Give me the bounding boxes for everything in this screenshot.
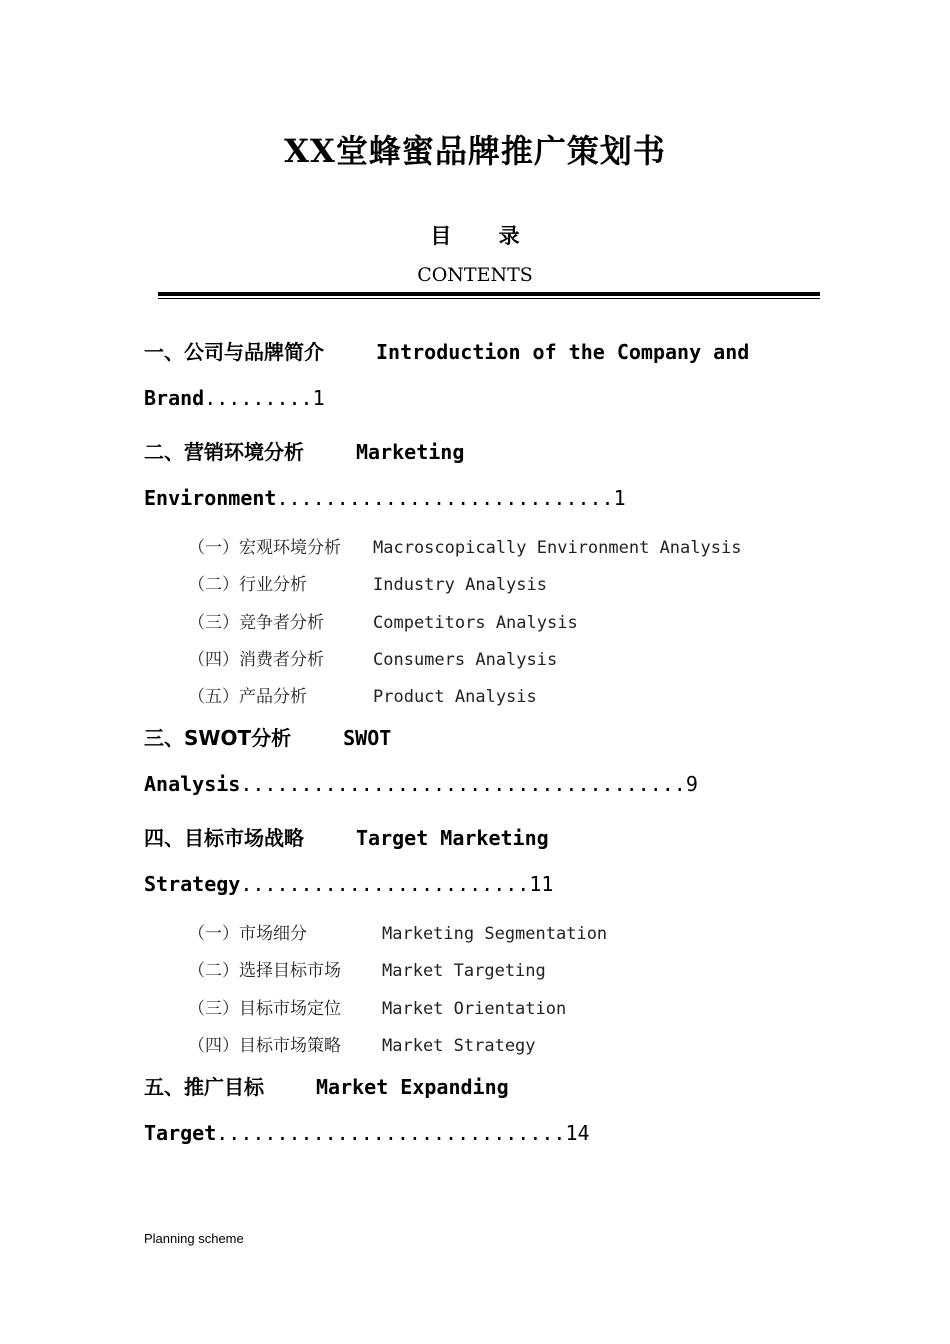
toc-leader: .........: [204, 386, 313, 410]
toc-subentry-english: Product Analysis: [373, 687, 537, 707]
toc-leader: ........................: [240, 872, 530, 896]
toc-subentry-chinese: （一）市场细分: [188, 924, 307, 944]
page-footer: Planning scheme: [144, 1231, 244, 1246]
toc-entry-chinese: 二、营销环境分析: [144, 440, 304, 464]
toc-subentry[interactable]: [188, 570, 547, 595]
toc-entry-chinese: 四、目标市场战略: [144, 826, 304, 850]
toc-subentry[interactable]: [188, 533, 741, 558]
toc-subentry-chinese: （四）消费者分析: [188, 650, 324, 670]
toc-subentry-chinese: （五）产品分析: [188, 687, 307, 707]
toc-subentry[interactable]: [188, 1031, 536, 1056]
toc-entry-english: Market Expanding: [316, 1075, 509, 1099]
toc-entry-chinese: 一、公司与品牌简介: [144, 340, 324, 364]
toc-entry-word: Brand: [144, 386, 205, 410]
toc-subentry-english: Competitors Analysis: [373, 613, 578, 633]
toc-leader: ............................: [276, 486, 614, 510]
toc-subentry-chinese: （二）选择目标市场: [188, 961, 341, 981]
toc-subentry[interactable]: [188, 956, 546, 981]
toc-subentry-english: Market Targeting: [382, 961, 546, 981]
toc-entry-continuation[interactable]: [144, 386, 325, 410]
toc-entry-english: Marketing: [356, 440, 465, 464]
toc-leader: .............................: [216, 1121, 566, 1145]
toc-entry-swot[interactable]: [144, 722, 391, 751]
toc-entry-word: Environment: [144, 486, 277, 510]
toc-entry-continuation[interactable]: [144, 486, 626, 510]
toc-subentry[interactable]: [188, 919, 607, 944]
toc-subentry-chinese: （三）目标市场定位: [188, 999, 341, 1019]
toc-entry-chinese: 三、SWOT分析: [144, 726, 292, 750]
heading-divider-thick: [158, 292, 820, 296]
toc-entry-english: Target Marketing: [356, 826, 549, 850]
toc-page-number: 1: [613, 486, 626, 510]
heading-divider-thin: [158, 298, 820, 299]
toc-subentry-chinese: （四）目标市场策略: [188, 1036, 341, 1056]
toc-subentry-english: Consumers Analysis: [373, 650, 558, 670]
toc-entry-english: SWOT: [343, 726, 392, 750]
toc-subentry[interactable]: [188, 645, 557, 670]
toc-entry-target-marketing[interactable]: [144, 822, 549, 851]
toc-entry-chinese: 五、推广目标: [144, 1075, 264, 1099]
toc-entry-english: Introduction of the Company and: [376, 340, 750, 364]
toc-subentry-english: Macroscopically Environment Analysis: [373, 538, 742, 558]
toc-page-number: 1: [312, 386, 325, 410]
toc-entry-continuation[interactable]: [144, 772, 698, 796]
toc-entry-company-brand[interactable]: [144, 336, 749, 365]
toc-subentry[interactable]: [188, 994, 566, 1019]
toc-subentry-english: Market Strategy: [382, 1036, 536, 1056]
toc-page-number: 9: [685, 772, 698, 796]
toc-page-number: 14: [565, 1121, 590, 1145]
toc-entry-word: Strategy: [144, 872, 241, 896]
document-title: XX堂蜂蜜品牌推广策划书: [284, 132, 666, 170]
toc-heading: 目 录: [430, 223, 520, 248]
toc-entry-word: Target: [144, 1121, 217, 1145]
toc-page-number: 11: [529, 872, 554, 896]
toc-subentry-english: Marketing Segmentation: [382, 924, 608, 944]
toc-subentry-chinese: （一）宏观环境分析: [188, 538, 341, 558]
toc-subentry-english: Market Orientation: [382, 999, 567, 1019]
toc-heading-english: CONTENTS: [417, 264, 533, 286]
toc-subentry[interactable]: [188, 608, 578, 633]
toc-entry-marketing-environment[interactable]: [144, 436, 464, 465]
toc-leader: .....................................: [240, 772, 686, 796]
toc-subentry-chinese: （二）行业分析: [188, 575, 307, 595]
toc-entry-continuation[interactable]: [144, 872, 553, 896]
toc-entry-continuation[interactable]: [144, 1121, 590, 1145]
toc-entry-promotion-target[interactable]: [144, 1071, 509, 1100]
toc-subentry-chinese: （三）竞争者分析: [188, 613, 324, 633]
toc-subentry-english: Industry Analysis: [373, 575, 547, 595]
toc-entry-word: Analysis: [144, 772, 241, 796]
toc-subentry[interactable]: [188, 682, 537, 707]
